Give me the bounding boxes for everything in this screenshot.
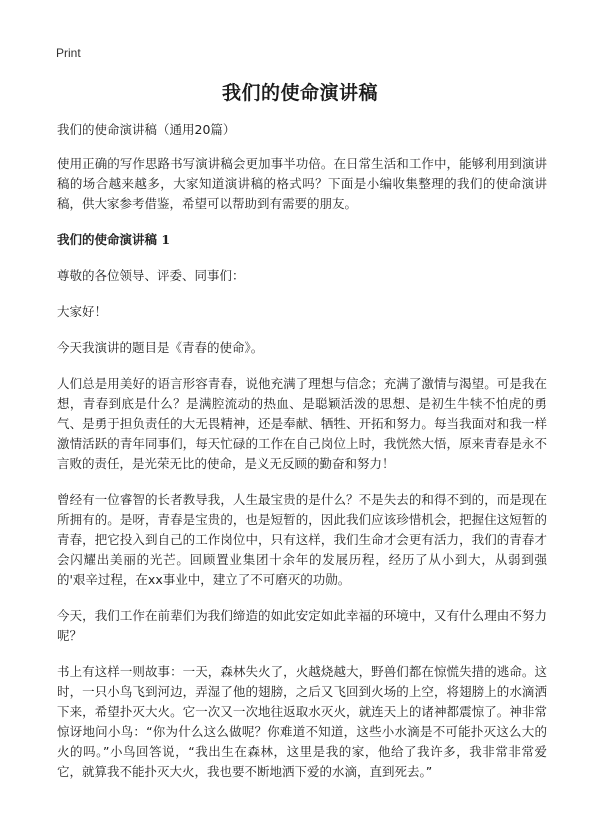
salutation-paragraph: 尊敬的各位领导、评委、同事们： (57, 268, 245, 283)
article-subtitle: 我们的使命演讲稿（通用20篇） (57, 122, 236, 137)
page-title: 我们的使命演讲稿 (221, 82, 378, 104)
print-link[interactable]: Print (56, 46, 81, 60)
greeting-paragraph: 大家好！ (57, 304, 108, 319)
section-heading: 我们的使命演讲稿 1 (57, 232, 171, 247)
body-paragraph: 书上有这样一则故事：一天，森林失火了，火越烧越大，野兽们都在惊慌失措的逃命。这时，一只小鸟飞到河边，弄湿了他的翅膀，之后又飞回到火场的上空，将翅膀上的水滴洒下来，希望扑灭大火。它一次又一次地往返取水灭火，就连天上的诸神都震惊了。神非常惊讶地问小鸟：“你为什么这么做呢？你难道不知道，这些小水滴是不可能扑灭这么大的火的吗。”小鸟回答说，“我出生在森林，这里是我的家，他给了我许多，我非常非常爱它，就算我不能扑灭大火，我也要不断地洒下爱的水滴，直到死去。” (57, 664, 547, 779)
topic-paragraph: 今天我演讲的题目是《青春的使命》。 (57, 340, 264, 355)
body-paragraph: 人们总是用美好的语言形容青春，说他充满了理想与信念；充满了激情与渴望。可是我在想，青春到底是什么？是满腔流动的热血、是聪颖活泼的思想、是初生牛犊不怕虎的勇气、是勇于担负责任的大无畏精神，还是奉献、牺牲、开拓和努力。每当我面对和我一样激情活跃的青年同事们，每天忙碌的工作在自己岗位上时，我恍然大悟，原来青春是永不言败的责任，是光荣无比的使命，是义无反顾的勤奋和努力！ (57, 376, 547, 471)
body-paragraph: 曾经有一位睿智的长者教导我，人生最宝贵的是什么？不是失去的和得不到的，而是现在所拥有的。是呀，青春是宝贵的，也是短暂的，因此我们应该珍惜机会，把握住这短暂的青春，把它投入到自己的工作岗位中，只有这样，我们生命才会更有活力，我们的青春才会闪耀出美丽的光芒。回顾置业集团十余年的发展历程，经历了从小到大，从弱到强的'艰辛过程，在xx事业中，建立了不可磨灭的功勋。 (57, 492, 547, 587)
body-paragraph: 今天，我们工作在前辈们为我们缔造的如此安定如此幸福的环境中，又有什么理由不努力呢？ (57, 608, 547, 643)
intro-paragraph: 使用正确的写作思路书写演讲稿会更加事半功倍。在日常生活和工作中，能够利用到演讲稿的场合越来越多，大家知道演讲稿的格式吗？下面是小编收集整理的我们的使命演讲稿，供大家参考借鉴，希望可以帮助到有需要的朋友。 (57, 156, 547, 211)
article-body (57, 120, 547, 798)
